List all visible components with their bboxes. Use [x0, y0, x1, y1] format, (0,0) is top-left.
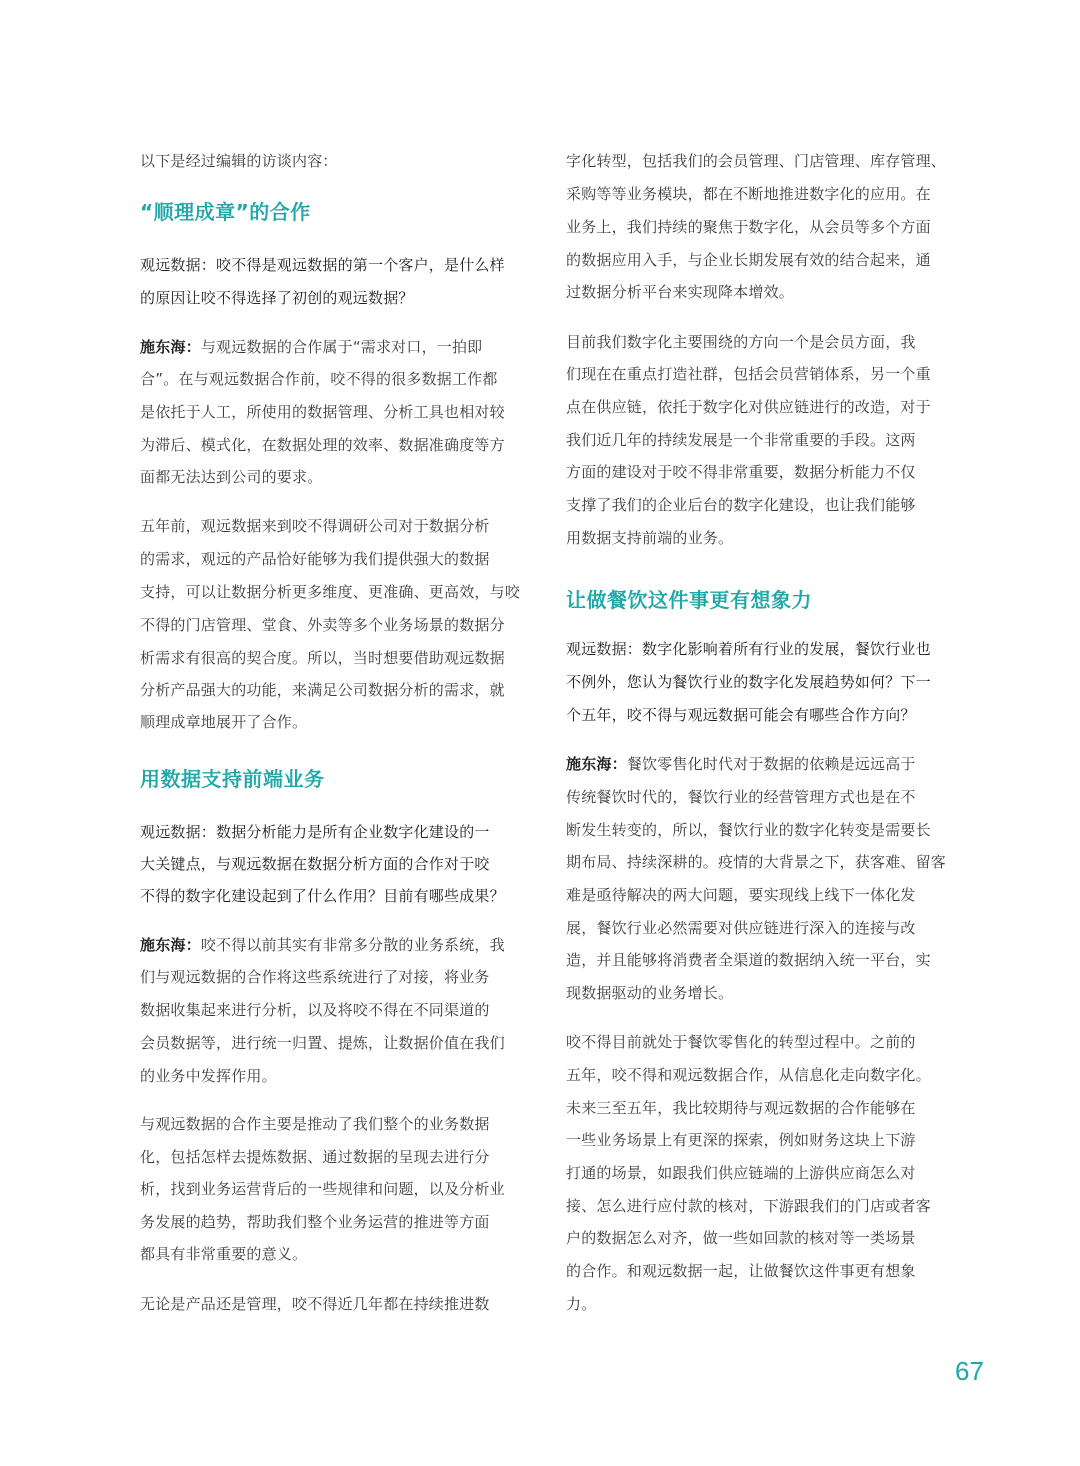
paragraph-line: 力。 — [566, 1295, 597, 1313]
answer-2-line: 会员数据等，进行统一归置、提炼，让数据价值在我们 — [140, 1034, 505, 1052]
section-heading-2: 用数据支持前端业务 — [140, 767, 325, 791]
speaker-label: 施东海： — [140, 936, 201, 954]
paragraph-line: 务发展的趋势，帮助我们整个业务运营的推进等方面 — [140, 1213, 490, 1231]
answer-1-line: 施东海：与观远数据的合作属于“需求对口，一拍即 — [140, 338, 483, 356]
answer-1-line: 为滞后、模式化，在数据处理的效率、数据准确度等方 — [140, 436, 505, 454]
answer-3-line: 难是亟待解决的两大问题，要实现线上线下一体化发 — [566, 886, 916, 904]
paragraph-line: 们现在在重点打造社群，包括会员营销体系，另一个重 — [566, 365, 931, 383]
answer-2-line: 施东海：咬不得以前其实有非常多分散的业务系统，我 — [140, 936, 505, 954]
section-heading-3: 让做餐饮这件事更有想象力 — [566, 588, 812, 612]
question-3-line: 观远数据：数字化影响着所有行业的发展，餐饮行业也 — [566, 640, 931, 658]
paragraph-line: 目前我们数字化主要围绕的方向一个是会员方面，我 — [566, 333, 916, 351]
paragraph-line: 咬不得目前就处于餐饮零售化的转型过程中。之前的 — [566, 1033, 916, 1051]
question-1-line: 观远数据：咬不得是观远数据的第一个客户，是什么样 — [140, 256, 505, 274]
paragraph-line: 顺理成章地展开了合作。 — [140, 713, 308, 731]
answer-3-line: 期布局、持续深耕的。疫情的大背景之下，获客难、留客 — [566, 853, 947, 871]
section-heading-1: “顺理成章”的合作 — [140, 200, 311, 224]
paragraph-line: 五年前，观远数据来到咬不得调研公司对于数据分析 — [140, 517, 490, 535]
paragraph-line: 都具有非常重要的意义。 — [140, 1245, 308, 1263]
paragraph-line: 的需求，观远的产品恰好能够为我们提供强大的数据 — [140, 550, 490, 568]
answer-2-line: 们与观远数据的合作将这些系统进行了对接，将业务 — [140, 968, 490, 986]
answer-1-line: 是依托于人工，所使用的数据管理、分析工具也相对较 — [140, 403, 505, 421]
question-2-line: 观远数据：数据分析能力是所有企业数字化建设的一 — [140, 823, 490, 841]
paragraph-line: 接、怎么进行应付款的核对，下游跟我们的门店或者客 — [566, 1197, 931, 1215]
question-3-line: 不例外，您认为餐饮行业的数字化发展趋势如何？下一 — [566, 673, 931, 691]
paragraph-line: 方面的建设对于咬不得非常重要，数据分析能力不仅 — [566, 463, 916, 481]
page-number: 67 — [955, 1356, 984, 1386]
speaker-label: 施东海： — [566, 755, 627, 773]
answer-3-line: 现数据驱动的业务增长。 — [566, 984, 734, 1002]
speaker-label: 施东海： — [140, 338, 201, 356]
paragraph-line: 无论是产品还是管理，咬不得近几年都在持续推进数 — [140, 1295, 490, 1313]
paragraph-line: 析，找到业务运营背后的一些规律和问题，以及分析业 — [140, 1180, 505, 1198]
paragraph-line: 支持，可以让数据分析更多维度、更准确、更高效，与咬 — [140, 583, 521, 601]
paragraph-line: 打通的场景，如跟我们供应链端的上游供应商怎么对 — [566, 1164, 916, 1182]
paragraph-line: 过数据分析平台来实现降本增效。 — [566, 283, 795, 301]
paragraph-line: 分析产品强大的功能，来满足公司数据分析的需求，就 — [140, 681, 505, 699]
paragraph-line: 户的数据怎么对齐，做一些如回款的核对等一类场景 — [566, 1229, 916, 1247]
answer-3-line: 施东海：餐饮零售化时代对于数据的依赖是远远高于 — [566, 755, 916, 773]
paragraph-line: 与观远数据的合作主要是推动了我们整个的业务数据 — [140, 1115, 490, 1133]
answer-1-line: 面都无法达到公司的要求。 — [140, 468, 323, 486]
paragraph-line: 的数据应用入手，与企业长期发展有效的结合起来，通 — [566, 251, 931, 269]
answer-3-line: 断发生转变的，所以，餐饮行业的数字化转变是需要长 — [566, 821, 931, 839]
question-2-line: 不得的数字化建设起到了什么作用？目前有哪些成果？ — [140, 887, 505, 905]
paragraph-line: 析需求有很高的契合度。所以，当时想要借助观远数据 — [140, 649, 505, 667]
paragraph-line: 采购等等业务模块，都在不断地推进数字化的应用。在 — [566, 185, 931, 203]
paragraph-line: 化，包括怎样去提炼数据、通过数据的呈现去进行分 — [140, 1148, 490, 1166]
answer-3-line: 展，餐饮行业必然需要对供应链进行深入的连接与改 — [566, 919, 916, 937]
question-3-line: 个五年，咬不得与观远数据可能会有哪些合作方向？ — [566, 706, 916, 724]
answer-2-line: 的业务中发挥作用。 — [140, 1067, 277, 1085]
paragraph-line: 我们近几年的持续发展是一个非常重要的手段。这两 — [566, 431, 916, 449]
answer-3-line: 传统餐饮时代的，餐饮行业的经营管理方式也是在不 — [566, 788, 916, 806]
paragraph-line: 一些业务场景上有更深的探索，例如财务这块上下游 — [566, 1131, 916, 1149]
intro-text: 以下是经过编辑的访谈内容： — [140, 152, 338, 170]
paragraph-line: 点在供应链，依托于数字化对供应链进行的改造，对于 — [566, 398, 931, 416]
answer-3-line: 造，并且能够将消费者全渠道的数据纳入统一平台，实 — [566, 951, 931, 969]
paragraph-line: 不得的门店管理、堂食、外卖等多个业务场景的数据分 — [140, 616, 505, 634]
paragraph-line: 的合作。和观远数据一起，让做餐饮这件事更有想象 — [566, 1262, 916, 1280]
paragraph-line: 五年，咬不得和观远数据合作，从信息化走向数字化。 — [566, 1066, 931, 1084]
paragraph-line: 支撑了我们的企业后台的数字化建设，也让我们能够 — [566, 496, 916, 514]
paragraph-line: 字化转型，包括我们的会员管理、门店管理、库存管理、 — [566, 152, 947, 170]
question-1-line: 的原因让咬不得选择了初创的观远数据？ — [140, 289, 414, 307]
paragraph-line: 业务上，我们持续的聚焦于数字化，从会员等多个方面 — [566, 218, 931, 236]
paragraph-line: 用数据支持前端的业务。 — [566, 529, 734, 547]
question-2-line: 大关键点，与观远数据在数据分析方面的合作对于咬 — [140, 855, 490, 873]
paragraph-line: 未来三至五年，我比较期待与观远数据的合作能够在 — [566, 1099, 916, 1117]
answer-1-line: 合”。在与观远数据合作前，咬不得的很多数据工作都 — [140, 370, 498, 388]
answer-2-line: 数据收集起来进行分析，以及将咬不得在不同渠道的 — [140, 1001, 490, 1019]
